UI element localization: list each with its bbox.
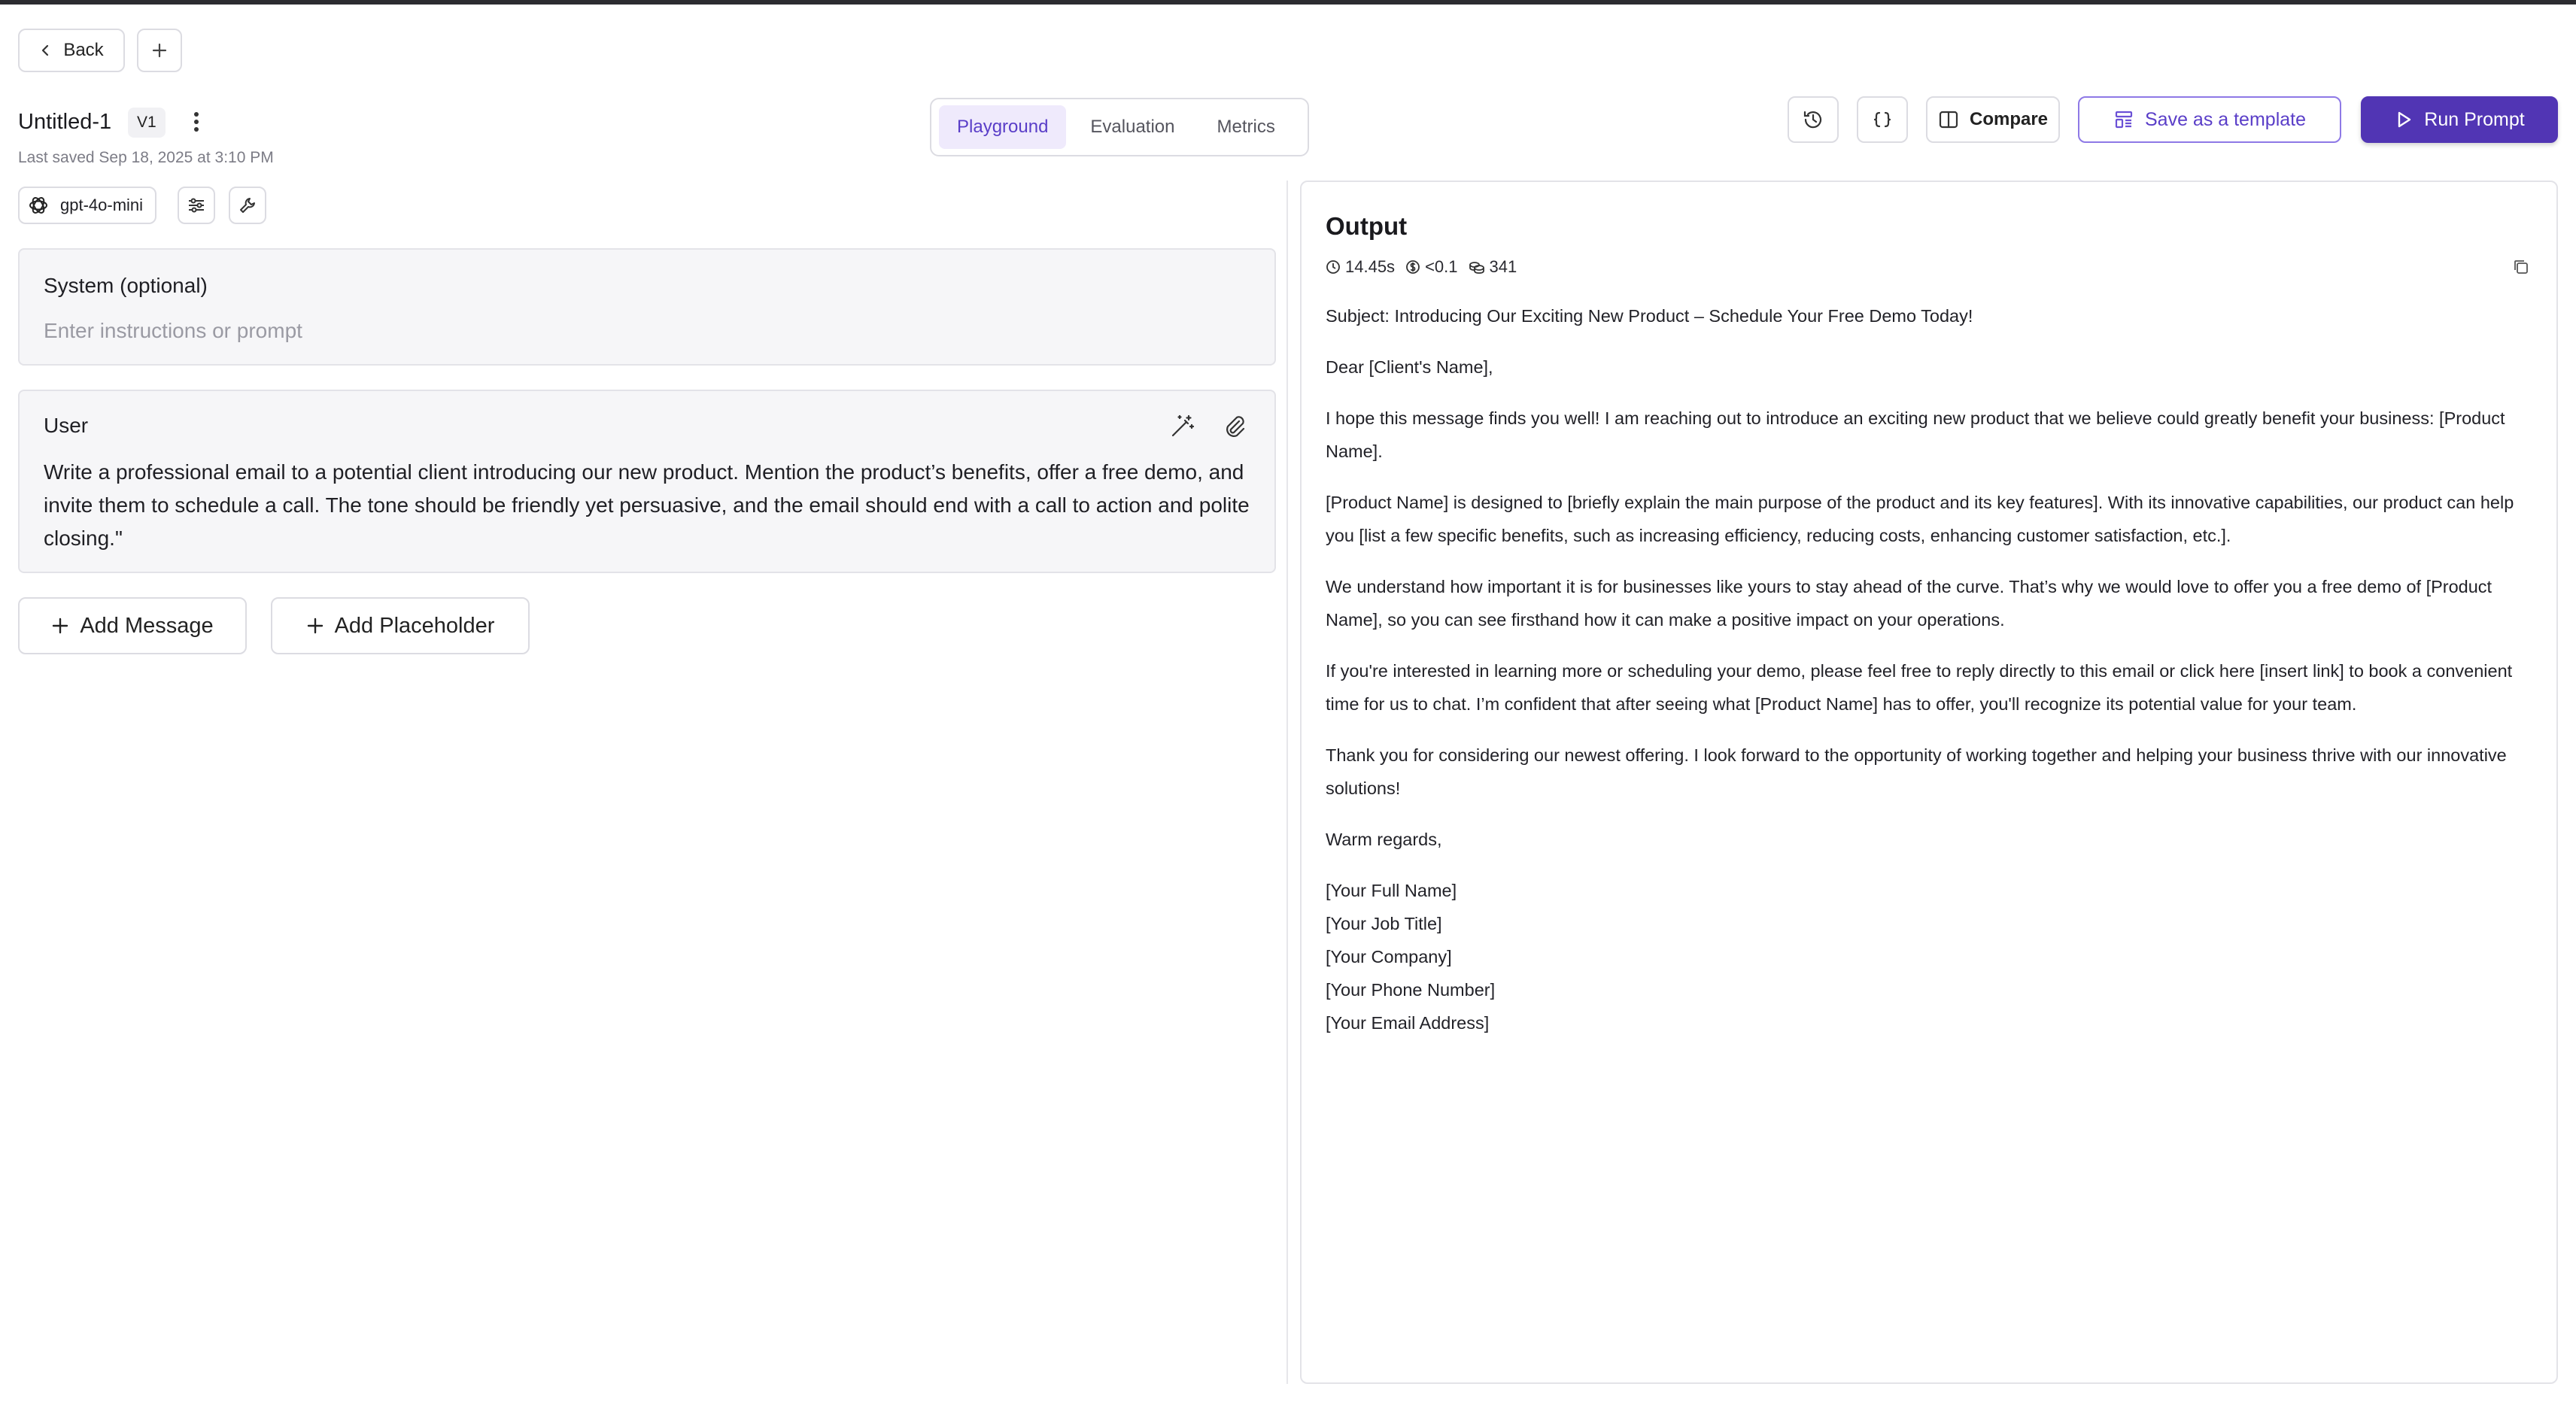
system-prompt-input[interactable]: Enter instructions or prompt (44, 319, 302, 342)
output-paragraph: Thank you for considering our newest offering. I look forward to the opportunity of working together and helping your business thrive with our innovative solutions! (1326, 745, 2507, 798)
last-saved-text: Last saved Sep 18, 2025 at 3:10 PM (18, 149, 274, 166)
system-label: System (optional) (44, 274, 208, 297)
signature-block (1326, 874, 2529, 1039)
output-text[interactable] (1326, 299, 2529, 1039)
tab-playground[interactable]: Playground (939, 105, 1066, 149)
run-prompt-label: Run Prompt (2424, 108, 2525, 130)
copy-output-button[interactable] (2510, 256, 2532, 278)
view-tabs (930, 98, 1309, 156)
tab-evaluation[interactable]: Evaluation (1090, 117, 1175, 137)
plus-icon (306, 617, 324, 635)
add-message-label: Add Message (80, 613, 214, 638)
signature-line: [Your Phone Number] (1326, 980, 1496, 1000)
clock-icon (1326, 259, 1341, 275)
latency-value: 14.45s (1345, 257, 1396, 276)
save-as-template-button[interactable] (2078, 96, 2341, 143)
output-paragraph: I hope this message finds you well! I am reaching out to introduce an exciting new product that we believe could greatly benefit your business: [Product Name]. (1326, 408, 2505, 461)
add-message-button[interactable] (18, 597, 247, 654)
run-prompt-button[interactable] (2361, 96, 2558, 143)
output-stats (1326, 257, 1517, 277)
system-message-card (18, 248, 1276, 366)
chevron-left-icon (39, 44, 53, 57)
tools-button[interactable] (229, 187, 266, 224)
output-panel (1300, 181, 2558, 1384)
columns-icon (1938, 109, 1959, 130)
user-message-card (18, 390, 1276, 573)
sliders-icon (187, 196, 206, 215)
signature-line: [Your Job Title] (1326, 914, 1442, 933)
attach-file-button[interactable] (1216, 408, 1253, 445)
add-placeholder-label: Add Placeholder (334, 613, 495, 638)
tokens-stat (1469, 257, 1517, 277)
output-paragraph: [Product Name] is designed to [briefly explain the main purpose of the product and its key features]. With its innovative capabilities, our product can help you [list a few specific benefits, such as increasing efficiency, reducing costs, enhancing customer satisfaction, etc.]. (1326, 493, 2514, 545)
output-paragraph: Dear [Client's Name], (1326, 357, 1493, 377)
model-selector[interactable] (18, 187, 156, 224)
enhance-prompt-button[interactable] (1163, 408, 1201, 445)
top-border (0, 0, 2576, 5)
more-options-button[interactable] (185, 107, 208, 137)
save-template-label: Save as a template (2144, 108, 2306, 130)
panel-divider[interactable] (1286, 181, 1288, 1384)
plus-icon (151, 42, 168, 59)
back-button[interactable] (18, 29, 125, 72)
output-paragraph: We understand how important it is for businesses like yours to stay ahead of the curve. That’s why we would love to offer you a free demo of [Product Name], so you can see firsthand how it can make a positive impact on your operations. (1326, 577, 2492, 630)
tokens-value: 341 (1489, 257, 1517, 276)
cost-value: <0.1 (1425, 257, 1458, 276)
vertical-dots-icon (193, 111, 200, 133)
tab-metrics[interactable]: Metrics (1217, 117, 1275, 137)
plus-icon (51, 617, 69, 635)
model-parameters-button[interactable] (178, 187, 215, 224)
paperclip-icon (1221, 413, 1248, 440)
back-label: Back (63, 40, 104, 60)
output-paragraph: Warm regards, (1326, 830, 1442, 849)
braces-icon (1872, 109, 1893, 130)
signature-line: [Your Company] (1326, 947, 1452, 967)
compare-label: Compare (1969, 109, 2049, 129)
play-icon (2394, 110, 2413, 129)
output-paragraph: If you're interested in learning more or scheduling your demo, please feel free to reply directly to this email or click here [insert link] to book a convenient time for us to chat. I’m confident that after seeing what [Product Name] has to offer, you'll recognize its potential value for your team. (1326, 661, 2513, 714)
history-icon (1802, 108, 1824, 131)
version-badge: V1 (128, 108, 166, 138)
signature-line: [Your Full Name] (1326, 881, 1457, 900)
wrench-icon (238, 196, 257, 215)
code-view-button[interactable] (1857, 96, 1908, 143)
history-button[interactable] (1788, 96, 1839, 143)
template-icon (2113, 109, 2134, 130)
new-prompt-button[interactable] (137, 29, 182, 72)
dollar-icon (1405, 259, 1420, 275)
output-title: Output (1326, 212, 1408, 240)
user-message-input[interactable]: Write a professional email to a potential client introducing our new product. Mention the product’s benefits, offer a free demo, and invite them to schedule a call. The tone should be friendly yet persuasive, and the email should end with a call to action and polite closing." (44, 460, 1250, 550)
copy-icon (2512, 258, 2530, 276)
user-label: User (44, 414, 89, 437)
latency-stat (1326, 257, 1395, 277)
prompt-title[interactable]: Untitled-1 (18, 110, 112, 134)
compare-button[interactable] (1926, 96, 2060, 143)
output-paragraph: Subject: Introducing Our Exciting New Product – Schedule Your Free Demo Today! (1326, 306, 1973, 326)
add-placeholder-button[interactable] (271, 597, 530, 654)
magic-wand-icon (1168, 413, 1195, 440)
openai-logo-icon (27, 194, 50, 217)
coins-icon (1469, 259, 1485, 275)
signature-line: [Your Email Address] (1326, 1013, 1490, 1033)
model-name: gpt-4o-mini (60, 196, 144, 214)
cost-stat (1405, 257, 1457, 277)
